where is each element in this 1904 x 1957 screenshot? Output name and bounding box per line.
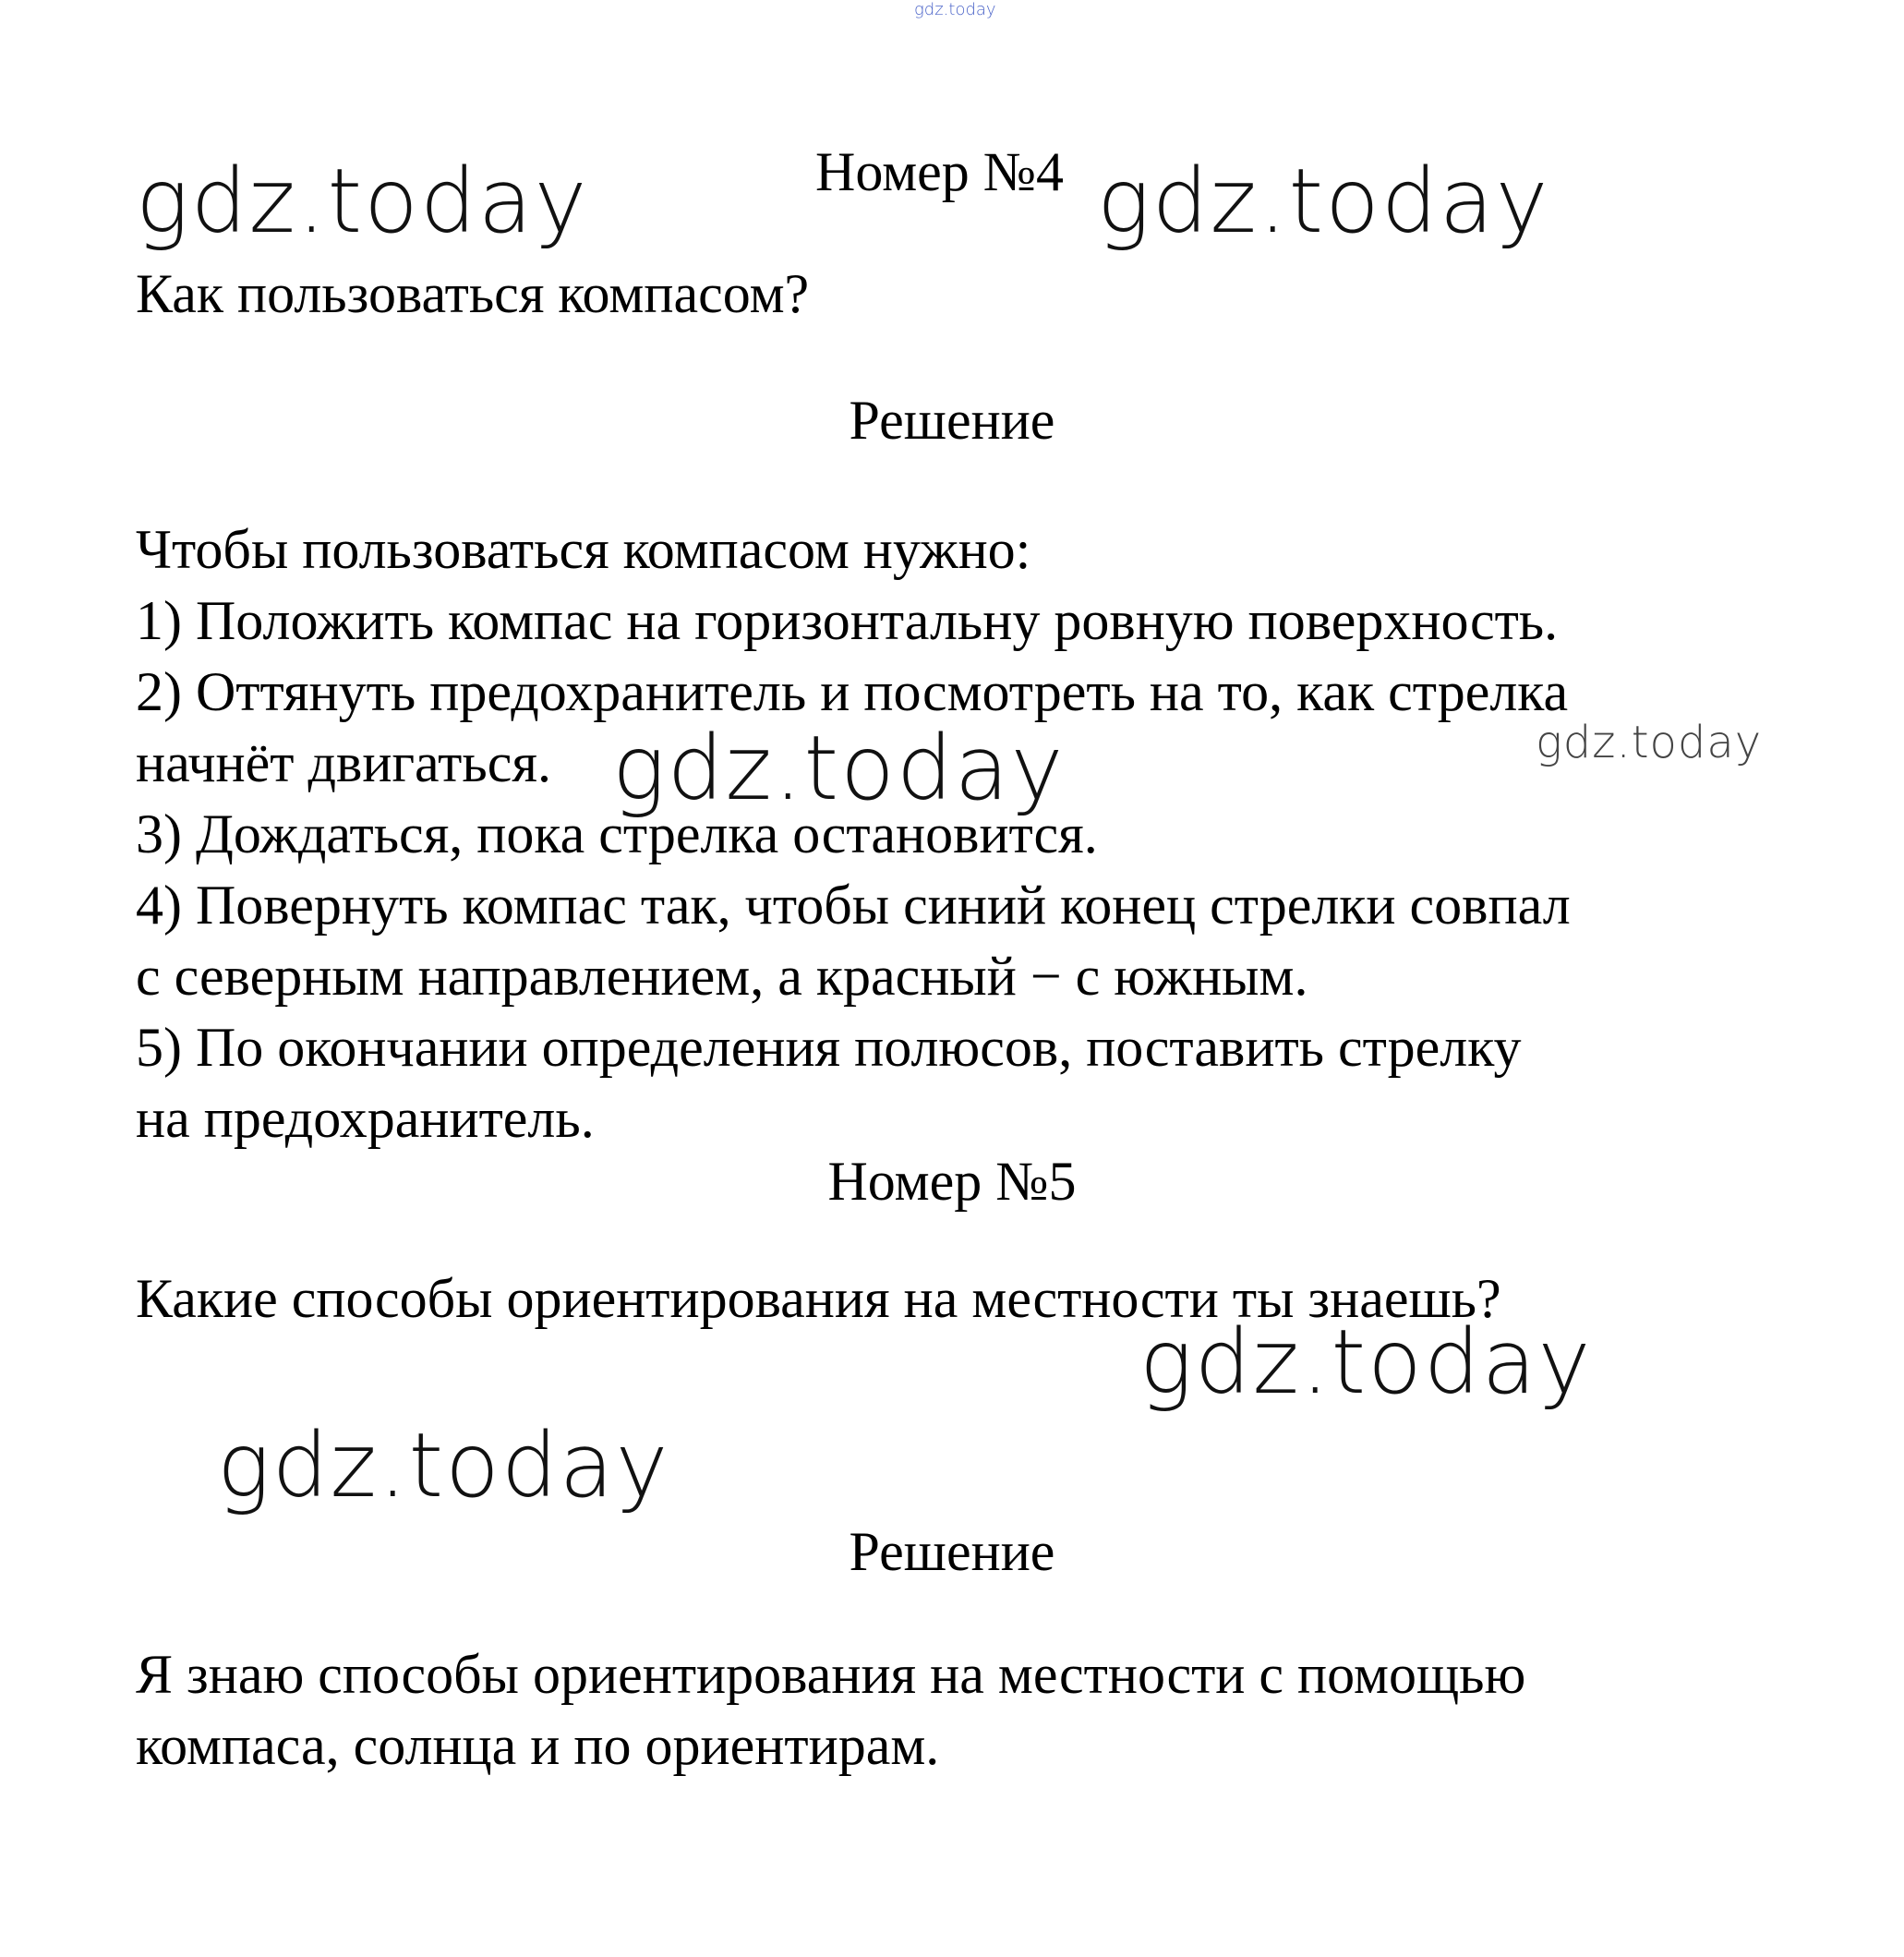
task4-answer <box>136 514 1816 1154</box>
task5-solution-heading: Решение <box>849 1521 1055 1582</box>
watermark: gdz.today <box>136 150 589 253</box>
task5-answer <box>136 1639 1816 1782</box>
answer-line: 5) По окончании определения полюсов, поставить стрелку <box>136 1017 1522 1078</box>
watermark-top: gdz.today <box>914 0 996 19</box>
task4-heading: Номер №4 <box>815 141 1065 202</box>
answer-line: компаса, солнца и по ориентирам. <box>136 1715 940 1776</box>
answer-line: с северным направлением, а красный − с южным. <box>136 946 1308 1007</box>
answer-line: 1) Положить компас на горизонтальну ровную поверхность. <box>136 590 1559 651</box>
watermark: gdz.today <box>217 1414 670 1517</box>
task4-question: Как пользоваться компасом? <box>136 263 810 324</box>
answer-line: Чтобы пользоваться компасом нужно: <box>136 519 1031 580</box>
watermark: gdz.today <box>612 717 1066 820</box>
watermark-small: gdz.today <box>1536 717 1763 768</box>
answer-line: на предохранитель. <box>136 1088 595 1149</box>
answer-line: начнёт двигаться. <box>136 732 551 793</box>
task4-solution-heading: Решение <box>849 390 1055 451</box>
answer-line: 3) Дождаться, пока стрелка остановится. <box>136 803 1098 864</box>
watermark: gdz.today <box>1097 150 1550 253</box>
task5-question: Какие способы ориентирования на местности ты знаешь? <box>136 1268 1501 1329</box>
answer-line: 2) Оттянуть предохранитель и посмотреть на то, как стрелка <box>136 661 1569 722</box>
task5-heading: Номер №5 <box>827 1151 1077 1212</box>
answer-line: 4) Повернуть компас так, чтобы синий конец стрелки совпал <box>136 875 1571 936</box>
watermark: gdz.today <box>1139 1311 1593 1414</box>
answer-line: Я знаю способы ориентирования на местности с помощью <box>136 1644 1526 1705</box>
